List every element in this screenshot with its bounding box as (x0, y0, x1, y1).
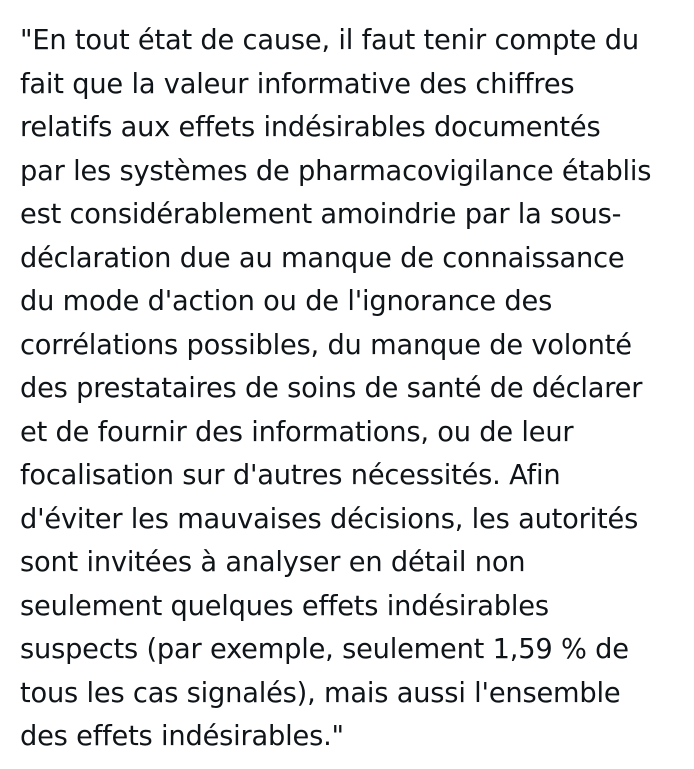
quote-line: tous les cas signalés), mais aussi l'ensemble (20, 676, 621, 709)
quote-text-block (20, 19, 692, 759)
quote-line: du mode d'action ou de l'ignorance des (20, 285, 553, 317)
quote-line: suspects (par exemple, seulement 1,59 % de (20, 633, 629, 665)
quote-line: corrélations possibles, du manque de volonté (20, 328, 632, 361)
quote-line: par les systèmes de pharmacovigilance établis (20, 154, 652, 187)
quote-line: d'éviter les mauvaises décisions, les autorités (20, 502, 639, 535)
quote-line: focalisation sur d'autres nécessités. Afin (20, 459, 561, 491)
quote-line: "En tout état de cause, il faut tenir compte du (20, 24, 639, 56)
quote-line: fait que la valeur informative des chiffres (20, 67, 575, 100)
quote-line: est considérablement amoindrie par la sous- (20, 198, 622, 230)
quote-line: et de fournir des informations, ou de leur (20, 415, 574, 448)
quote-line: des prestataires de soins de santé de déclarer (20, 372, 643, 404)
quote-line: relatifs aux effets indésirables documentés (20, 111, 601, 143)
quote-line: déclaration due au manque de connaissance (20, 241, 625, 274)
quote-line: des effets indésirables." (20, 720, 344, 752)
quote-line: sont invitées à analyser en détail non (20, 546, 526, 578)
quote-line: seulement quelques effets indésirables (20, 589, 549, 622)
